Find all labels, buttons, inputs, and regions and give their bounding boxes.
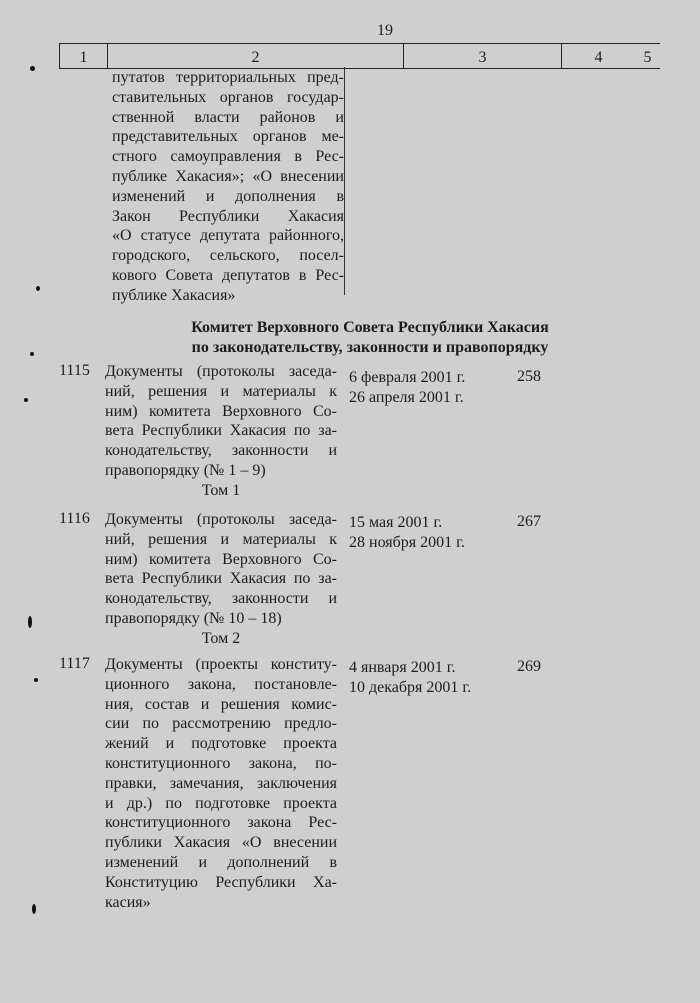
text-line: изменений и дополнений в [105, 853, 337, 871]
section-heading-line-2: по законодательству, законности и правопорядку [191, 339, 549, 356]
table-header [59, 43, 660, 69]
text-line: сии по рассмотрению предло- [105, 715, 337, 733]
header-col-5: 5 [643, 49, 652, 66]
date-end: 10 декабря 2001 г. [349, 678, 472, 696]
volume-label: Том 1 [201, 481, 241, 499]
entry-dates [349, 513, 499, 553]
text-line: Конституцию Республики Ха- [105, 873, 337, 891]
text-line: ний, решения и материалы к [105, 382, 337, 400]
scan-speck [30, 66, 35, 71]
text-line: «О статусе депутата районного, [112, 227, 344, 245]
text-line: правопорядку (№ 1 – 9) [105, 461, 266, 479]
text-line: жений и подготовке проекта [105, 735, 337, 753]
text-line: вета Республики Хакасия по за- [105, 570, 337, 588]
text-line: ним) комитета Верховного Со- [105, 550, 337, 568]
volume-label: Том 2 [201, 629, 241, 647]
entry-dates [349, 658, 499, 698]
scan-speck [34, 678, 38, 682]
date-start: 6 февраля 2001 г. [349, 369, 466, 386]
scan-speck [30, 352, 34, 356]
section-heading [160, 318, 580, 358]
text-line: правопорядку (№ 10 – 18) [105, 609, 282, 627]
date-start: 15 мая 2001 г. [349, 514, 443, 531]
entry-description [105, 655, 337, 912]
scan-speck [28, 616, 32, 628]
date-start: 4 января 2001 г. [349, 659, 456, 676]
text-line: публике Хакасия» [112, 286, 236, 304]
text-line: касия» [105, 893, 151, 911]
text-line: конституционного закона Рес- [105, 814, 337, 832]
text-line: ний, решения и материалы к [105, 530, 337, 548]
text-line: конодательству, законности и [105, 590, 337, 608]
text-line: ственной власти районов и [112, 108, 344, 126]
text-line: городского, сельского, посел- [112, 247, 344, 265]
date-end: 26 апреля 2001 г. [349, 388, 464, 406]
sheet-count: 267 [517, 513, 541, 530]
entry-description [105, 362, 337, 501]
text-line: вета Республики Хакасия по за- [105, 422, 337, 440]
text-line: публике Хакасия»; «О внесении [112, 167, 344, 185]
text-line: Документы (протоколы заседа- [105, 363, 337, 380]
scan-speck [32, 904, 36, 914]
text-line: путатов территориальных пред- [112, 69, 344, 86]
text-line: конституционного закона, по- [105, 754, 337, 772]
text-line: ним) комитета Верховного Со- [105, 402, 337, 420]
sheet-count: 269 [517, 658, 541, 675]
header-col-2: 2 [107, 44, 403, 68]
entry-number: 1117 [59, 655, 90, 672]
section-heading-line-1: Комитет Верховного Совета Республики Хакасия [191, 319, 549, 336]
text-line: правки, замечания, заключения [105, 774, 337, 792]
page-number: 19 [377, 22, 393, 39]
text-line: ния, состав и решения комис- [105, 695, 337, 713]
entry-dates [349, 368, 499, 408]
header-col-4: 4 [561, 44, 635, 68]
text-line: публики Хакасия «О внесении [105, 834, 337, 852]
entry-number: 1116 [59, 510, 90, 527]
sheet-count: 258 [517, 368, 541, 385]
column-divider [344, 67, 345, 295]
continuation-text [112, 68, 344, 306]
text-line: представительных органов ме- [112, 128, 344, 146]
text-line: Документы (протоколы заседа- [105, 511, 337, 528]
text-line: стного самоуправления в Рес- [112, 148, 344, 166]
text-line: и др.) по подготовке проекта [105, 794, 337, 812]
text-line: кового Совета депутатов в Рес- [112, 266, 344, 284]
text-line: конодательству, законности и [105, 442, 337, 460]
text-line: Документы (проекты конститу- [105, 656, 337, 673]
scan-speck [36, 286, 40, 291]
date-end: 28 ноября 2001 г. [349, 533, 465, 551]
text-line: ционного закона, постановле- [105, 675, 337, 693]
header-col-3: 3 [403, 44, 561, 68]
header-col-1: 1 [59, 44, 107, 68]
entry-description [105, 510, 337, 649]
text-line: Закон Республики Хакасия [112, 207, 344, 225]
entry-number: 1115 [59, 362, 90, 379]
scan-speck [24, 398, 28, 402]
text-line: изменений и дополнения в [112, 187, 344, 205]
text-line: ставительных органов государ- [112, 88, 344, 106]
